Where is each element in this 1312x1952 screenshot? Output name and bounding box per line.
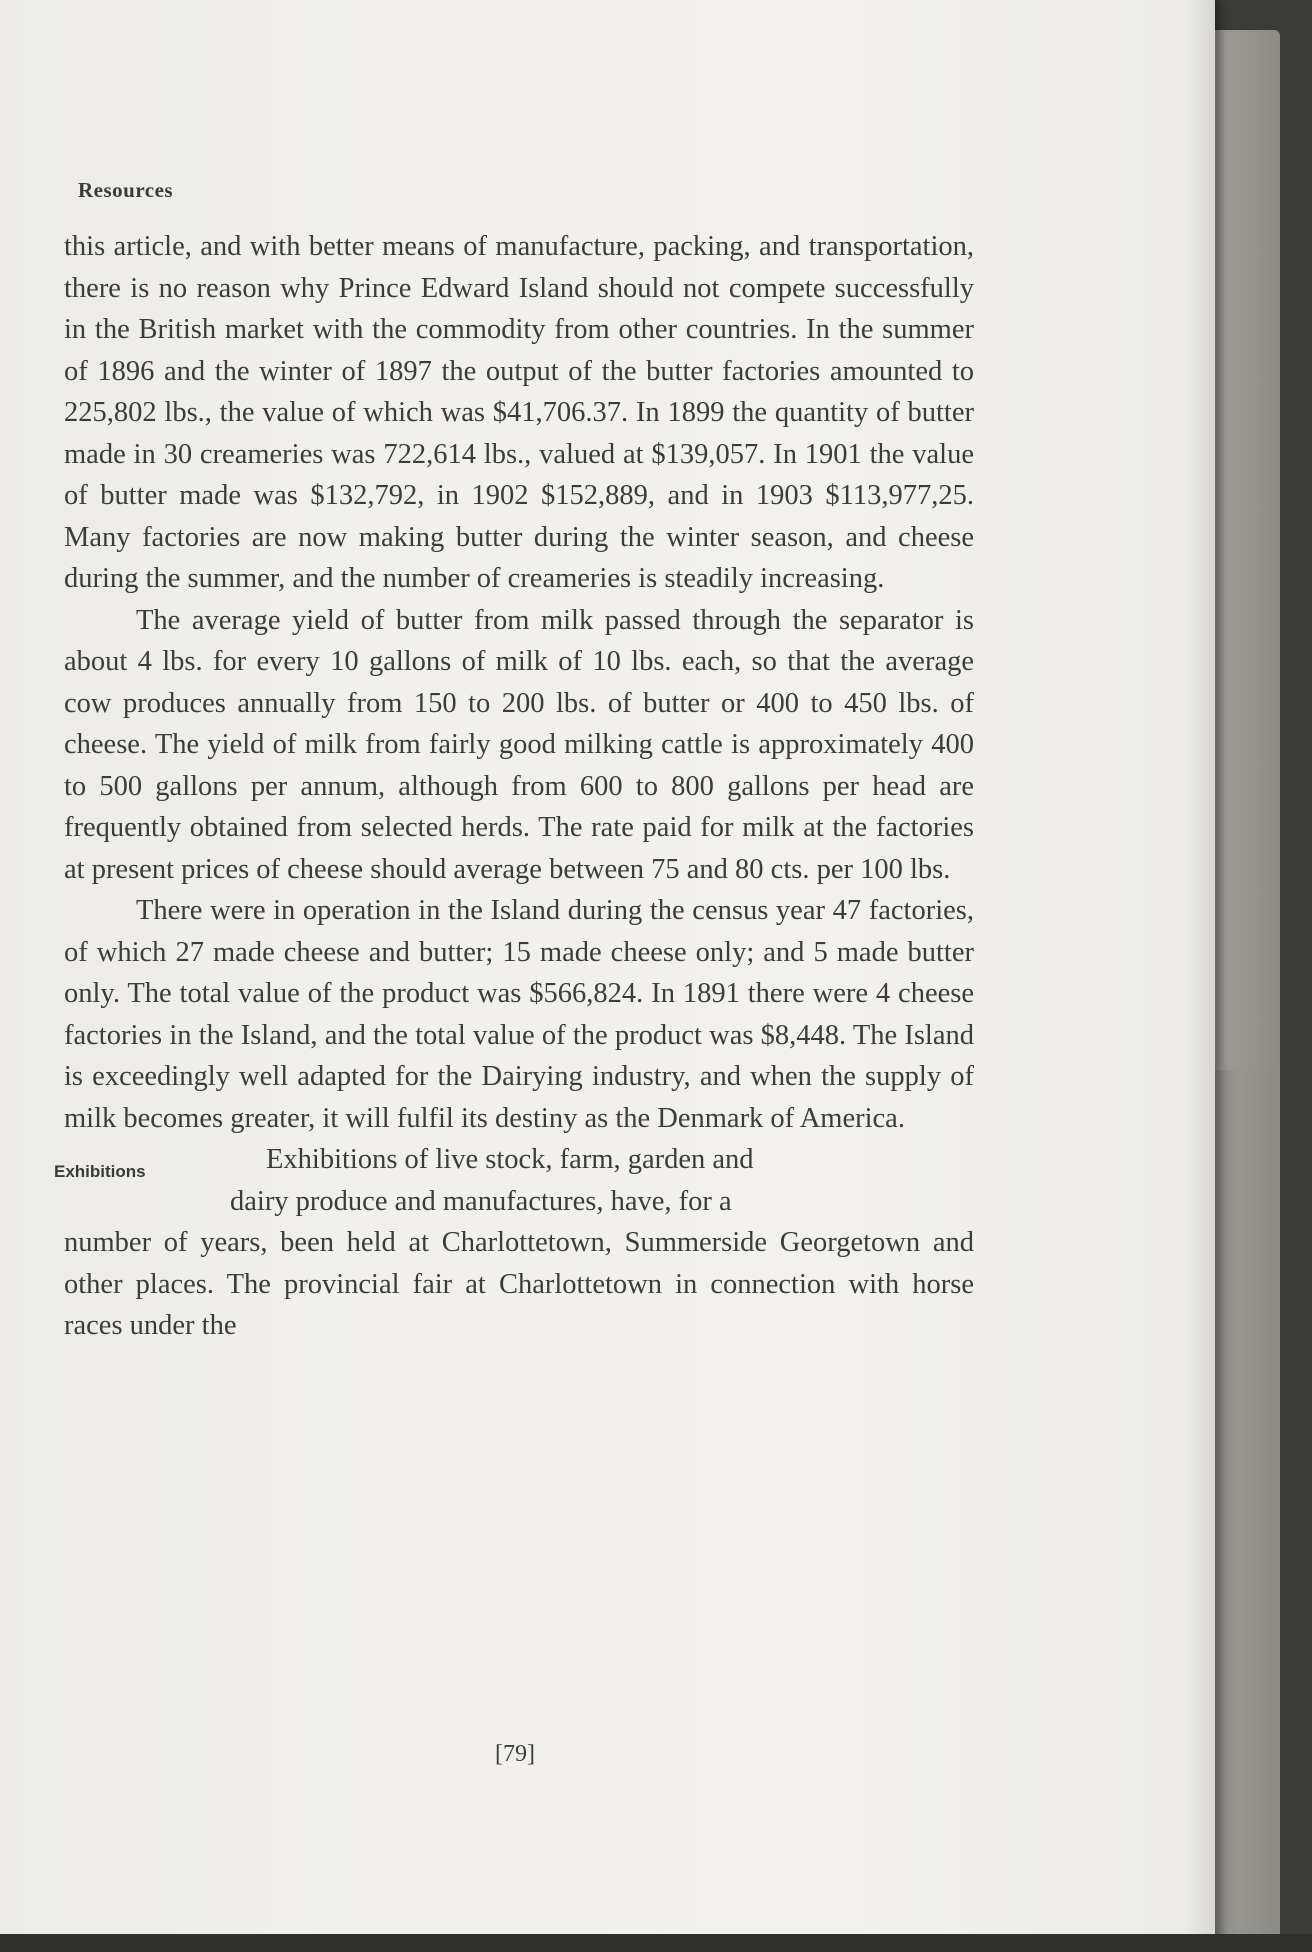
- exhibitions-line-2-text: dairy produce and manufactures, have, for a: [230, 1185, 732, 1217]
- running-head: Resources: [78, 178, 174, 202]
- paragraph-factories: There were in operation in the Island during the census year 47 factories, of which 27 made cheese and butter; 15 made cheese only; and 5 made butter only. The total value of the product was $566,824. In 1891 there were 4 cheese factories in the Island, and the total value of the product was $8,448. The Island is exceedingly well adapted for the Dairying industry, and when the supply of milk becomes greater, it will fulfil its destiny as the Denmark of America.: [64, 895, 974, 1134]
- exhibitions-line-2: [64, 1181, 974, 1223]
- page-gutter-shadow: [1186, 0, 1212, 1952]
- scan-bottom-edge: [0, 1934, 1312, 1952]
- paragraph-butter-output: this article, and with better means of manufacture, packing, and transportation, there is no reason why Prince Edward Island should not compete successfully in the British market with the commodity from other countries. In the summer of 1896 and the winter of 1897 the output of the butter factories amounted to 225,802 lbs., the value of which was $41,706.37. In 1899 the quantity of butter made in 30 creameries was 722,614 lbs., valued at $139,057. In 1901 the value of butter made was $132,792, in 1902 $152,889, and in 1903 $113,977,25. Many factories are now making butter during the winter season, and cheese during the summer, and the number of creameries is steadily increasing.: [64, 231, 974, 594]
- paragraph-butter-yield: The average yield of butter from milk passed through the separator is about 4 lbs. for every 10 gallons of milk of 10 lbs. each, so that the average cow produces annually from 150 to 200 lbs. of butter or 400 to 450 lbs. of cheese. The yield of milk from fairly good milking cattle is approximately 400 to 500 gallons per annum, although from 600 to 800 gallons per head are frequently obtained from selected herds. The rate paid for milk at the factories at present prices of cheese should average between 75 and 80 cts. per 100 lbs.: [64, 604, 974, 885]
- exhibitions-rest: number of years, been held at Charlottetown, Summerside Georgetown and other places. The provincial fair at Charlottetown in connection with horse races under the: [64, 1227, 974, 1341]
- sidenote-exhibitions: Exhibitions: [54, 1162, 146, 1181]
- page-number: [79]: [495, 1741, 535, 1767]
- exhibitions-line-1: [64, 1139, 974, 1181]
- body-text: [54, 226, 974, 1347]
- exhibitions-line-1-text: Exhibitions of live stock, farm, garden and: [266, 1144, 754, 1175]
- exhibitions-section: [54, 1139, 974, 1347]
